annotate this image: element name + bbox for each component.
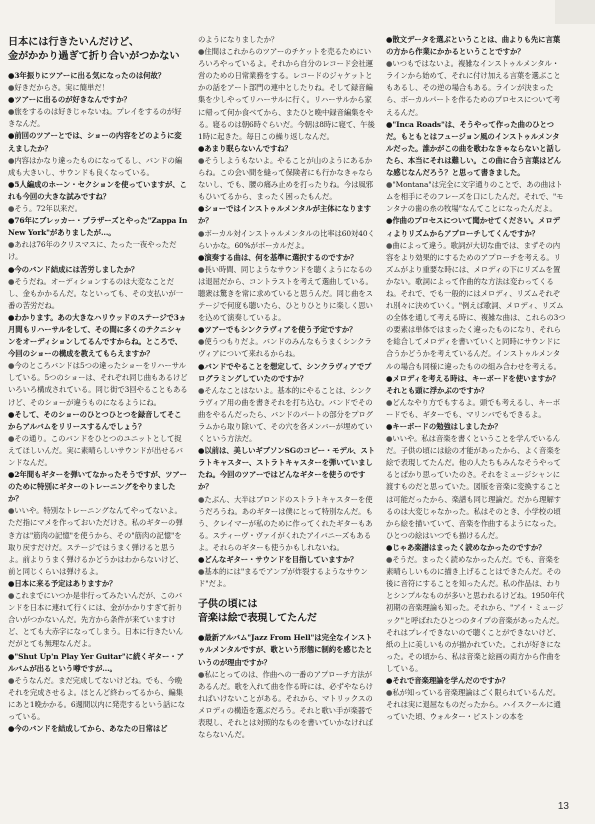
interview-answer: ● 曲によって違う。歌詞が大切な曲では、まずその内容をより効果的にするためのアプローチを考える。リズムがより重要な時には、メロディの下にリズムを置かない。歌詞によって作曲的な方法は変わってくるね。それで、でも一般的にはメロディ、リズムそれぞれ別々に決めていく。"例えば歌詞、メロディ、リズムの全体を通して考える時に、複雑な曲は、これらの3つの要素は単体ではまったく違ったものになり、それらを総合してメロディを書いていくと同時にサウンドに合うかどうかを考えているんだ。インストゥルメンタルの場合も同様に違ったものの組み合わせを考える。 [386, 240, 566, 373]
interview-answer: ● いいや。私は音楽を書くということを学んでいるんだ。子供の頃には絵の才能があったから、よく音楽を絵で表現してたんだ。他の人たちもみんなそうやってるとばかり思っていたのさ。それをミュージシャンに渡すものだと思っていた。図版を音楽に変換することは可能だったから、楽譜も同じ理論だ。だから理解するのは大変じゃなかった。私はそのとき、小学校の頃から絵を描いていて、音楽を作曲するようになった。ひとつの絵はいつでも描けるんだ。 [386, 433, 566, 542]
interview-question: ● "Inca Roads"は、そうやって作った曲のひとつだ。もともとはフュージョン風のインストゥルメンタルだった。誰かがこの曲を歌わなきゃならないと話したら、本当にそれは難しい。この曲に合う言葉はどんな感じなんだろう？と思って書きました。 [386, 119, 566, 179]
interview-question: ● 今のバンド結成には苦労しましたか？ [8, 264, 188, 276]
interview-question: ● 今のバンドを結成してから、あなたの日常はど [8, 723, 188, 735]
column-left-body [8, 70, 188, 735]
interview-answer: ● たぶん、大半はブロンドのストラトキャスターを使うだろうね。あのギターは僕にとって特別なんだ。もう、クレイマーが私のために作ってくれたギターもある。スティーヴ・ヴァイがくれたアイバニーズもあるよ。それらのギターも使うかもしれないね。 [198, 494, 378, 554]
interview-question: ● 演奏する曲は、何を基準に選択するのですか？ [198, 252, 378, 264]
interview-answer: ● そう。72年以来だ。 [8, 203, 188, 215]
interview-question: ● メロディを考える時は、キーボードを使いますか？ それとも頭に浮かぶのですか？ [386, 373, 566, 397]
interview-answer: ● 基本的には"まるでアンプが炸裂するようなサウンド"だよ。 [198, 566, 378, 590]
interview-answer: ● 使うつもりだよ。バンドのみんなもうまくシンクラヴィアについて来れるからね。 [198, 336, 378, 360]
interview-question: ● じゃあ楽譜はまったく読めなかったのですか？ [386, 542, 566, 554]
interview-answer: ● これまでにいつか是非行ってみたいんだが、このバンドを日本に連れて行くには、金がかかりすぎて折り合いがつかないんだ。先方から条件が来ていますけど、とても大赤字になってしまう。日本に行きたいんだがとても無理なんだよ。 [8, 590, 188, 650]
interview-question: ● "Shut Up'n Play Yer Guitar"に続くギター・アルバムが出るという噂ですが…。 [8, 651, 188, 675]
interview-answer: ● そうしようもないよ。やることが山のようにあるからね。この会い間を縫って保険者にも行かなきゃならないし、でも、腰の痛み止めを打ったりね。今は風邪もひいてるから、まったく困ったもんだ。 [198, 155, 378, 203]
page-corner-tab [555, 0, 595, 24]
interview-answer: ● 内容はかなり違ったものになってるし、バンドの編成も大きいし、サウンドも良くなっている。 [8, 155, 188, 179]
section-subheading [198, 598, 378, 626]
page-number: 13 [557, 801, 569, 812]
interview-answer: ● 旅をするのは好きじゃないね。プレイをするのが好きなんだ。 [8, 106, 188, 130]
column-right [386, 34, 566, 804]
interview-question: ● ツアーに出るのが好きなんですか？ [8, 94, 188, 106]
column-left [8, 34, 188, 804]
heading-line-2: 金がかかり過ぎて折り合いがつかない [8, 51, 180, 62]
interview-question: ● 最新アルバム"Jazz From Hell"は完全なインストゥルメンタルですが、歌という形態に制約を感じたというのが理由ですか？ [198, 632, 378, 668]
column-middle-body-2 [198, 632, 378, 741]
interview-answer: ● "Montana"は完全に文字通りのことで、あの曲はトムを相手にそのフレーズを口にしたんだ。それで、"モンタナの歯の糸の牧場"なんてことになったんだよ。 [386, 179, 566, 215]
interview-question: ● ショーではインストゥルメンタルが主体になりますか？ [198, 203, 378, 227]
interview-answer: ● いつもではないよ。複雑なインストゥルメンタル・ラインから始めて、それに付け加える言葉を選ぶこともあるし、その逆の場合もある。ラインが決まったら、ボーカルパートを作るためのプロセスについて考えるんだ。 [386, 58, 566, 118]
subheading-line-1: 子供の頃には [198, 599, 258, 611]
interview-answer: ● そうだね。オーディションするのは大変なことだし、金もかかるんだ。なといっても、その支払いが一番の苦労だね。 [8, 276, 188, 312]
interview-answer: ● どんなやり方でもするよ。頭でも考えるし、キーボードでも、ギターでも、マリンバでもできるよ。 [386, 397, 566, 421]
interview-question: ● あまり眠らないんですね？ [198, 143, 378, 155]
interview-question: ● ツアーでもシンクラヴィアを使う予定ですか？ [198, 324, 378, 336]
interview-question: ● どんなギター・サウンドを目指していますか？ [198, 554, 378, 566]
interview-answer: ● そうなんだ。まだ完成してないけどね。でも、今晩それを完成させるよ。ほとんど終わってるから、編集にあと1晩かかる。6週間以内に発売するという話になっている。 [8, 675, 188, 723]
column-middle-body [198, 34, 378, 590]
interview-question: ● 作曲のプロセスについて聞かせてください。メロディよりリズムからアプローチしてくんですか？ [386, 215, 566, 239]
interview-question: ● そして、そのショーのひとつひとつを録音してそこからアルバムをリリースするんでしょう？ [8, 409, 188, 433]
interview-question: ● 2年間もギターを弾いてなかったそうですが、ツアーのために特別にギターのトレーニングをやりましたか？ [8, 469, 188, 505]
interview-question: ● バンドでやることを想定して、シンクラヴィアでプログラミングしていたのですか？ [198, 361, 378, 385]
subheading-line-2: 音楽は絵で表現してたんだ [198, 613, 317, 625]
interview-answer: ● いいや。特別なトレーニングなんてやってないよ。ただ指にマメを作っておいただけさ。私のギターの弾き方は"筋肉の記憶"を使うから、その"筋肉の記憶"を取り戻すだけだ。ステージではうまく弾けると思うよ。前よりうまく弾けるかどうかはわからないけど、前と同じくらいは弾けるよ。 [8, 505, 188, 578]
article-heading [8, 36, 188, 64]
interview-answer: ● あれは76年のクリスマスに、たった一夜やっただけ。 [8, 239, 188, 263]
interview-answer: ● その通り。このバンドをひとつのユニットとして捉えてほしいんだ。実に素晴らしいサウンドが出せるバンドなんだ。 [8, 433, 188, 469]
interview-answer: ● 私が知っている音楽理論はごく限られているんだ。それは実に退屈なものだったから。ハイスクールに通っていた頃、ウォルター・ピストンの本を [386, 687, 566, 723]
interview-question: ● 5人編成のホーン・セクションを使っていますが、これも今回の大きな試みですね？ [8, 179, 188, 203]
interview-question: ● 以前は、美しいギブソンSGのコピー・モデル、ストラトキャスター、ストラトキャスターを弾いていましたね。今回のツアーではどんなギターを使うのですか？ [198, 445, 378, 493]
column-right-body [386, 34, 566, 723]
column-middle [198, 34, 378, 804]
interview-answer: ● 私にとってのは、作曲への一番のアプローチ方法があるんだ。歌を入れて曲を作る時には、必ずやならければいけないことがある。それから、マトリックスのメロディの構造を選ぶだろう。それと歌い手が楽器で表現し、それとは対照的なものを書いていかなければならないんだ。 [198, 669, 378, 742]
interview-answer: ● 今のところバンドは5つの違ったショーをリハーサルしている。5つのショーは、それぞれ同じ曲もあるけどいろいろ構成されている。同じ街で3回やることもあるけど、そのショーが違うものになるようにね。 [8, 360, 188, 408]
interview-question: ● 3年振りにツアーに出る気になったのは何故？ [8, 70, 188, 82]
interview-question: ● 日本に来る予定はありますか？ [8, 578, 188, 590]
interview-answer: ● そんなことはないよ。基本的にやることは、シンクラヴィア用の曲を書きそれを打ち込む。バンドでその曲をやるんだったら、バンドのパートの部分をプログラムから取り除いて、その穴を各メンバーが埋めていくという方法だ。 [198, 385, 378, 445]
interview-answer: ● 好きだからさ。実に簡単だ！ [8, 82, 188, 94]
interview-answer: ● ボーカル対インストゥルメンタルの比率は60対40くらいかな。60%がボーカルだよ。 [198, 228, 378, 252]
paragraph-continued: のようになりましたか？ [198, 35, 279, 44]
heading-line-1: 日本には行きたいんだけど、 [8, 37, 140, 48]
interview-answer: ● そうだ。まったく読めなかったんだ。でも、音楽を素晴らしいものに描き上げることはできたんだ。その後に音符にすることを知ったんだ。私の作品は、わりとシンプルなものが多いと思われるけどね。1950年代初期の音楽理論も知った。それから、"アイ・ミュージック"と呼ばれたひとつのタイプの音楽があったんだ。それはプレイできないので聴くことができないけど、紙の上に美しいものが描かれていた。これが好きになった。その頃から、私は音楽と絵画の両方から作曲をしている。 [386, 554, 566, 675]
interview-answer: ● 住間はこれからのツアーのチケットを売るためにいろいろやっているよ。それから自分のレコード会社運営のための日常業務をする。レコードのジャケットとかの話をアート部門の連中としたりね。そして録音編集を少しやってリハーサルに行く。リハーサルから家に帰って何か食べてから、またひと晩中録音編集をやる。寝るのは朝6時ぐらいだ。今朝は8時に寝て、午後1時に起きた。毎日この繰り返しなんだ。 [198, 46, 378, 143]
interview-question: ● 前回のツアーとでは、ショーの内容をどのように変えましたか？ [8, 130, 188, 154]
interview-question: ● 散文データを選ぶということは、曲よりも先に言葉の方から作業にかかるということですか？ [386, 34, 566, 58]
interview-answer: ● 長い時間、同じようなサウンドを聴くようになるのは退屈だから、コントラストを考えて選曲している。聴衆は驚きを常に求めていると思うんだ。同じ曲をステージで何度も聴いたら、ひとりひとりに楽しく思いを込めて演奏しているよ。 [198, 264, 378, 324]
interview-question: ● 76年にブレッカー・ブラザーズとやった"Zappa In New York"がありましたが…。 [8, 215, 188, 239]
interview-question: ● それで音楽理論を学んだのですか？ [386, 675, 566, 687]
interview-question: ● わかります。あの大きなハリウッドのステージで3ヵ月間もリハーサルをして、その間に多くのテクニシャンをオーディションしてるんですからね。ところで、今回のショーの構成を教えてもらえますか？ [8, 312, 188, 360]
interview-question: ● キーボードの勉強はしましたか？ [386, 421, 566, 433]
